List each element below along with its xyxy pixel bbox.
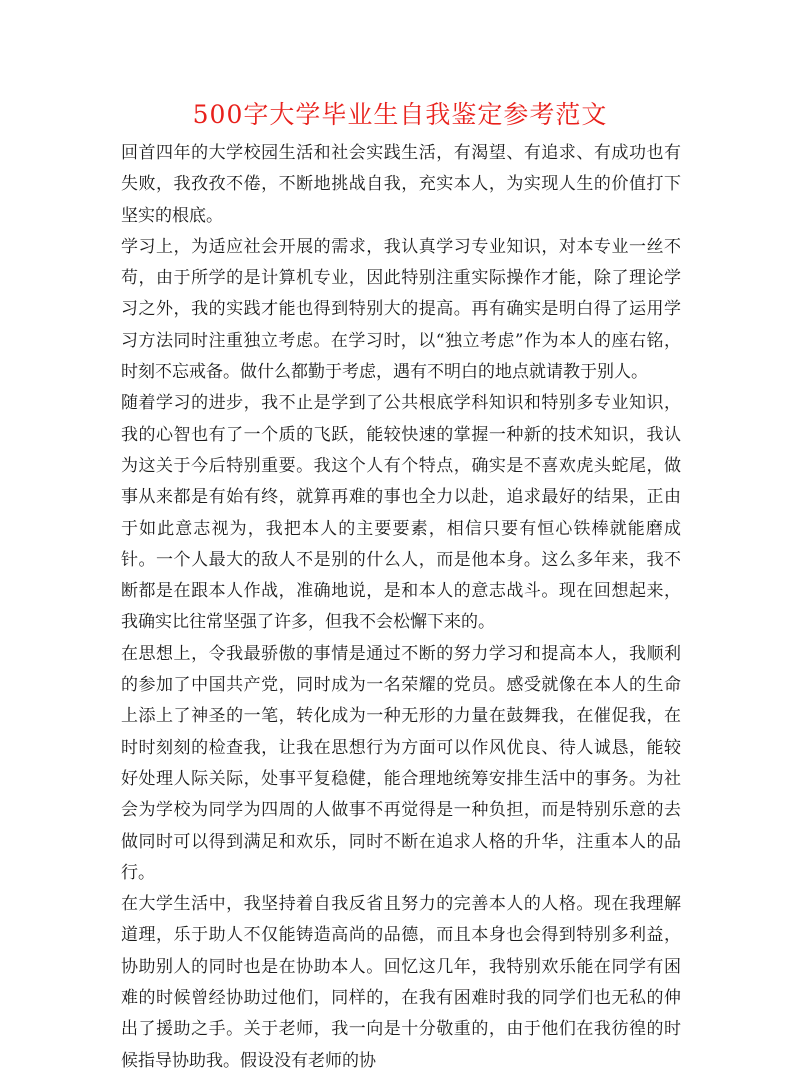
paragraph: 在大学生活中，我坚持着自我反省且努力的完善本人的人格。现在我理解道理，乐于助人不仅能铸造高尚的品德，而且本身也会得到特别多利益，协助别人的同时也是在协助本人。回忆这几年，我特别欢乐能在同学有困难的时候曾经协助过他们，同样的，在我有困难时我的同学们也无私的伸出了援助之手。关于老师，我一向是十分敬重的，由于他们在我彷徨的时候指导协助我。假设没有老师的协	[121, 894, 681, 1071]
document-title: 500字大学毕业生自我鉴定参考范文	[192, 100, 608, 129]
paragraph: 随着学习的进步，我不止是学到了公共根底学科知识和特别多专业知识，我的心智也有了一个质的飞跃，能较快速的掌握一种新的技术知识，我认为这关于今后特别重要。我这个人有个特点，确实是不喜欢虎头蛇尾，做事从来都是有始有终，就算再难的事也全力以赴，追求最好的结果，正由于如此意志视为，我把本人的主要要素，相信只要有恒心铁棒就能磨成针。一个人最大的敌人不是别的什么人，而是他本身。这么多年来，我不断都是在跟本人作战，准确地说，是和本人的意志战斗。现在回想起来，我确实比往常坚强了许多，但我不会松懈下来的。	[121, 393, 681, 633]
paragraph: 在思想上，令我最骄傲的事情是通过不断的努力学习和提高本人，我顺利的参加了中国共产党，同时成为一名荣耀的党员。感受就像在本人的生命上添上了神圣的一笔，转化成为一种无形的力量在鼓舞我，在催促我，在时时刻刻的检查我，让我在思想行为方面可以作风优良、待人诚恳，能较好处理人际关际，处事平复稳健，能合理地统筹安排生活中的事务。为社会为学校为同学为四周的人做事不再觉得是一种负担，而是特别乐意的去做同时可以得到满足和欢乐，同时不断在追求人格的升华，注重本人的品行。	[121, 643, 681, 883]
document-body	[121, 138, 681, 1077]
paragraph: 回首四年的大学校园生活和社会实践生活，有渴望、有追求、有成功也有失败，我孜孜不倦，不断地挑战自我，充实本人，为实现人生的价值打下坚实的根底。	[121, 143, 681, 226]
paragraph: 学习上，为适应社会开展的需求，我认真学习专业知识，对本专业一丝不苟，由于所学的是计算机专业，因此特别注重实际操作才能，除了理论学习之外，我的实践才能也得到特别大的提高。再有确实是明白得了运用学习方法同时注重独立考虑。在学习时，以“独立考虑”作为本人的座右铭，时刻不忘戒备。做什么都勤于考虑，遇有不明白的地点就请教于别人。	[121, 236, 681, 383]
